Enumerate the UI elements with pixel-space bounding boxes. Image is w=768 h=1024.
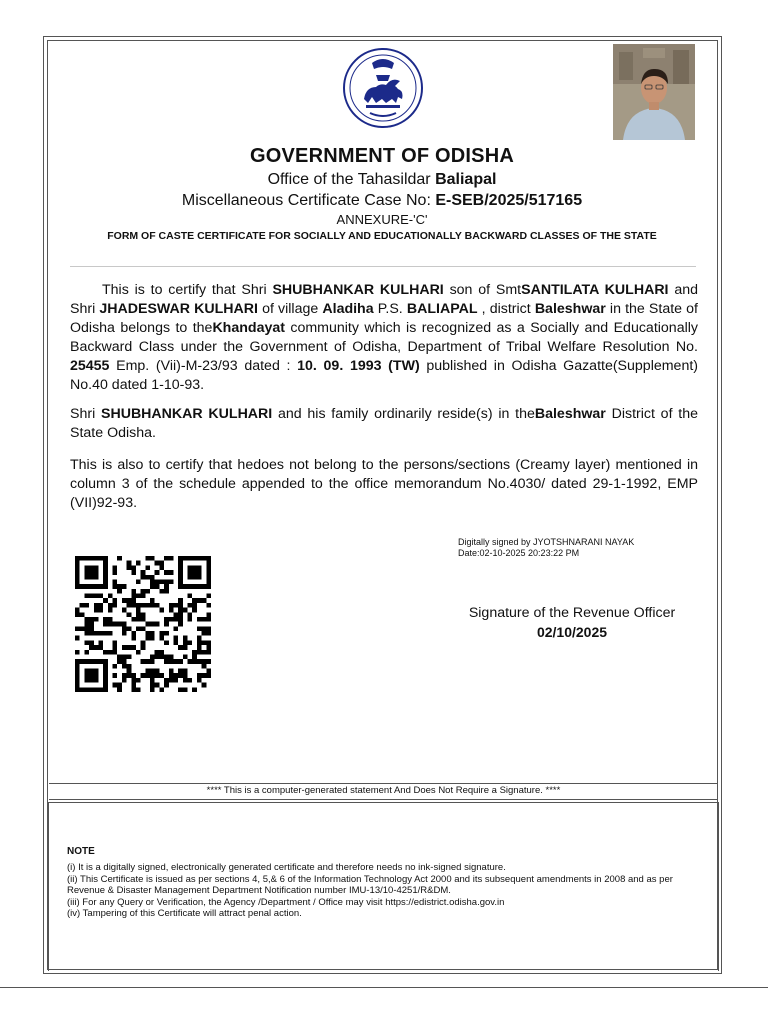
note-heading: NOTE (67, 846, 95, 857)
digital-signature-date: Date:02-10-2025 20:23:22 PM (458, 548, 580, 558)
signature-date: 02/10/2025 (536, 624, 608, 640)
certificate-paragraph-1: This is to certify that Shri SHUBHANKAR KULHARI son of SmtSANTILATA KULHARI and Shri JHADESWAR KULHARI of village Aladiha P.S. BALIAPAL , district Baleshwar in the State of Odisha belongs to theKhandayat community which is recognized as a Socially and Educationally Backward Class under the Government of Odisha, Department of Tribal Welfare Resolution No. 25455 Emp. (Vii)-M-23/93 dated : 10. 09. 1993 (TW) published in Odisha Gazatte(Supplement) No.40 dated 1-10-93. (70, 282, 699, 393)
note-item: (i) It is a digitally signed, electronically generated certificate and therefore needs no ink-signed signature. (67, 862, 506, 873)
footnote-top-rule (49, 783, 718, 784)
header-divider (70, 266, 696, 267)
note-item: (iii) For any Query or Verification, the Agency /Department / Office may visit https://edistrict.odisha.gov.in (67, 896, 505, 908)
office-line: Office of the Tahasildar Baliapal (267, 171, 497, 188)
odisha-emblem-icon (342, 47, 424, 129)
page-title: GOVERNMENT OF ODISHA (249, 145, 514, 167)
computer-generated-footnote: **** This is a computer-generated statement And Does Not Require a Signature. **** (206, 785, 561, 796)
form-title: FORM OF CASTE CERTIFICATE FOR SOCIALLY AND EDUCATIONALLY BACKWARD CLASSES OF THE STATE (107, 230, 657, 242)
digital-signature-stamp (458, 537, 634, 559)
page-bottom-rule (0, 987, 768, 988)
annexure-label: ANNEXURE-'C' (336, 212, 428, 227)
footnote-bottom-rule (49, 799, 718, 800)
applicant-photo (613, 44, 695, 140)
certificate-paragraph-3: This is also to certify that hedoes not belong to the persons/sections (Creamy layer) mentioned in column 3 of the schedule appended to the office memorandum No.4030/ dated 29-1-1992, EMP (VII)92-93. (70, 457, 698, 511)
note-item: (ii) This Certificate is issued as per sections 4, 5,& 6 of the Information Technology Act 2000 and its subsequent amendments in 2008 and as per Revenue & Disaster Management Department Notification number IMU-13/10-4251/R&DM. (67, 873, 673, 896)
qr-code-icon[interactable] (70, 556, 216, 692)
note-item: (iv) Tampering of this Certificate will attract penal action. (67, 908, 302, 919)
certificate-paragraph-2: Shri SHUBHANKAR KULHARI and his family ordinarily reside(s) in theBaleshwar District of the State Odisha. (70, 406, 698, 441)
digital-signature-signer: Digitally signed by JYOTSHNARANI NAYAK (458, 537, 635, 547)
case-number-line: Miscellaneous Certificate Case No: E-SEB/2025/517165 (181, 192, 583, 209)
signature-title: Signature of the Revenue Officer (468, 605, 676, 621)
note-list (67, 862, 697, 920)
